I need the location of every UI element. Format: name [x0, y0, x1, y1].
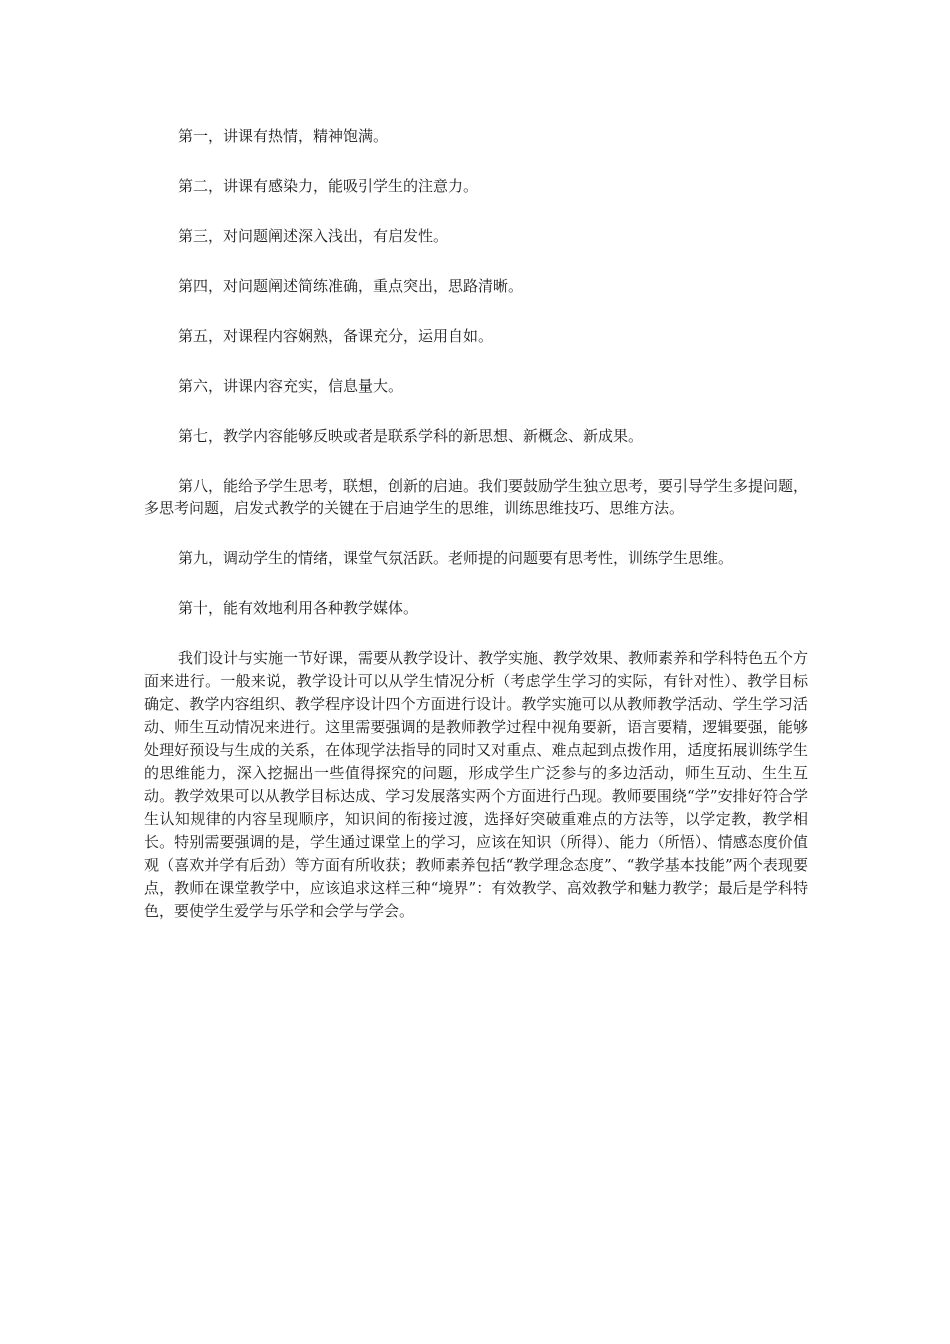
- point-5: 第五，对课程内容娴熟，备课充分，运用自如。: [178, 327, 494, 345]
- point-4: 第四，对问题阐述简练准确，重点突出，思路清晰。: [178, 277, 524, 295]
- summary-paragraph: 我们设计与实施一节好课，需要从教学设计、教学实施、教学效果、教师素养和学科特色五个方面来进行。一般来说，教学设计可以从学生情况分析（考虑学生学习的实际，有针对性）、教学目标确定、教学内容组织、教学程序设计四个方面进行设计。教学实施可以从教师教学活动、学生学习活动、师生互动情况来进行。这里需要强调的是教师教学过程中视角要新，语言要精，逻辑要强，能够处理好预设与生成的关系，在体现学法指导的同时又对重点、难点起到点拨作用，适度拓展训练学生的思维能力，深入挖掘出一些值得探究的问题，形成学生广泛参与的多边活动，师生互动、生生互动。教学效果可以从教学目标达成、学习发展落实两个方面进行凸现。教师要围绕“学”安排好符合学生认知规律的内容呈现顺序，知识间的衔接过渡，选择好突破重难点的方法等，以学定教，教学相长。特别需要强调的是，学生通过课堂上的学习，应该在知识（所得）、能力（所悟）、情感态度价值观（喜欢并学有后劲）等方面有所收获；教师素养包括“教学理念态度”、“教学基本技能”两个表现要点，教师在课堂教学中，应该追求这样三种“境界”：有效教学、高效教学和魅力教学；最后是学科特色，要使学生爱学与乐学和会学与学会。: [144, 649, 809, 920]
- point-2: 第二，讲课有感染力，能吸引学生的注意力。: [178, 177, 479, 195]
- point-10: 第十，能有效地利用各种教学媒体。: [178, 599, 419, 617]
- point-8: 第八，能给予学生思考，联想，创新的启迪。我们要鼓励学生独立思考，要引导学生多提问题，多思考问题，启发式教学的关键在于启迪学生的思维，训练思维技巧、思维方法。: [144, 477, 809, 517]
- point-6: 第六，讲课内容充实，信息量大。: [178, 377, 404, 395]
- point-1: 第一，讲课有热情，精神饱满。: [178, 127, 389, 145]
- document-body: [144, 125, 808, 923]
- point-3: 第三，对问题阐述深入浅出，有启发性。: [178, 227, 449, 245]
- point-7: 第七，教学内容能够反映或者是联系学科的新思想、新概念、新成果。: [178, 427, 644, 445]
- point-9: 第九，调动学生的情绪，课堂气氛活跃。老师提的问题要有思考性，训练学生思维。: [178, 549, 734, 567]
